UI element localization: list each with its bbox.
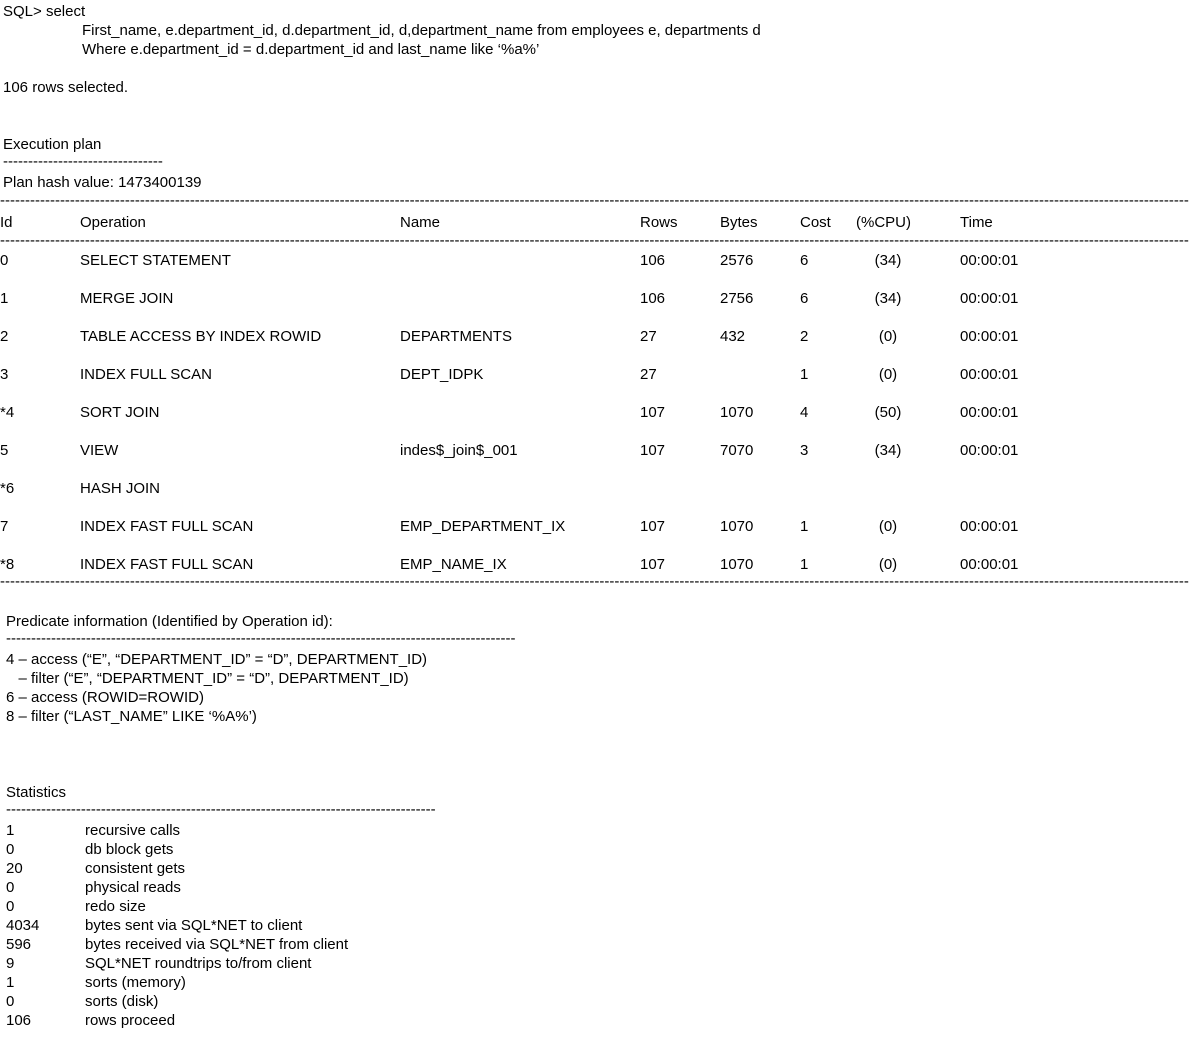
plan-cell-cost: 3 (800, 442, 809, 459)
statistics-label: db block gets (85, 841, 174, 858)
plan-cell-operation: MERGE JOIN (80, 290, 174, 307)
plan-cell-time: 00:00:01 (960, 252, 1019, 269)
plan-cell-name: DEPARTMENTS (400, 328, 512, 345)
predicate-line: 6 – access (ROWID=ROWID) (6, 689, 204, 706)
plan-cell-bytes: 1070 (720, 518, 754, 535)
plan-cell-time: 00:00:01 (960, 328, 1019, 345)
execution-plan-title: Execution plan (3, 136, 102, 153)
plan-cell-cpu: (34) (874, 290, 902, 307)
plan-cell-name: DEPT_IDPK (400, 366, 484, 383)
plan-table-top-rule: ---------------------------------------------------------------------------------------------------------------------------------------------------------------------------------------------------------------------------------------------- (0, 192, 1189, 209)
rows-selected-message: 106 rows selected. (3, 79, 129, 96)
plan-cell-time: 00:00:01 (960, 518, 1019, 535)
plan-cell-time: 00:00:01 (960, 442, 1019, 459)
statistics-rule: -------------------------------------------------------------------------------------- (6, 801, 436, 818)
predicate-line: 4 – access (“E”, “DEPARTMENT_ID” = “D”, DEPARTMENT_ID) (6, 651, 428, 668)
plan-cell-time: 00:00:01 (960, 404, 1019, 421)
plan-cell-cpu: (0) (878, 518, 898, 535)
plan-table-bottom-rule: ---------------------------------------------------------------------------------------------------------------------------------------------------------------------------------------------------------------------------------------------- (0, 573, 1189, 590)
plan-cell-name: indes$_join$_001 (400, 442, 518, 459)
predicate-info-title: Predicate information (Identified by Operation id): (6, 613, 333, 630)
statistics-value: 0 (6, 879, 15, 896)
statistics-label: SQL*NET roundtrips to/from client (85, 955, 312, 972)
statistics-label: bytes received via SQL*NET from client (85, 936, 349, 953)
sql-prompt-line: SQL> select (3, 3, 86, 20)
statistics-value: 0 (6, 898, 15, 915)
plan-cell-id: 5 (0, 442, 9, 459)
plan-header-rows: Rows (640, 214, 678, 231)
plan-cell-cpu: (0) (878, 328, 898, 345)
statistics-value: 20 (6, 860, 23, 877)
plan-cell-operation: TABLE ACCESS BY INDEX ROWID (80, 328, 322, 345)
plan-cell-id: 3 (0, 366, 9, 383)
plan-cell-id: *8 (0, 556, 15, 573)
plan-cell-rows: 27 (640, 366, 657, 383)
plan-cell-operation: HASH JOIN (80, 480, 161, 497)
statistics-label: sorts (disk) (85, 993, 159, 1010)
statistics-value: 0 (6, 993, 15, 1010)
plan-cell-cost: 2 (800, 328, 809, 345)
plan-cell-operation: INDEX FAST FULL SCAN (80, 556, 254, 573)
plan-cell-cost: 6 (800, 252, 809, 269)
sql-where-clause: Where e.department_id = d.department_id and last_name like ‘%a%’ (82, 41, 540, 58)
plan-header-bytes: Bytes (720, 214, 758, 231)
predicate-line: 8 – filter (“LAST_NAME” LIKE ‘%A%’) (6, 708, 257, 725)
plan-cell-operation: INDEX FULL SCAN (80, 366, 212, 383)
statistics-value: 1 (6, 822, 15, 839)
plan-header-id: Id (0, 214, 13, 231)
plan-cell-bytes: 7070 (720, 442, 754, 459)
statistics-value: 9 (6, 955, 15, 972)
plan-cell-operation: SORT JOIN (80, 404, 160, 421)
plan-cell-cost: 1 (800, 518, 809, 535)
plan-cell-rows: 107 (640, 404, 666, 421)
plan-header-cpu: (%CPU) (856, 214, 911, 231)
statistics-label: redo size (85, 898, 146, 915)
plan-header-time: Time (960, 214, 993, 231)
statistics-label: rows proceed (85, 1012, 176, 1029)
plan-cell-bytes: 1070 (720, 404, 754, 421)
plan-cell-cpu: (50) (874, 404, 902, 421)
plan-hash-value: Plan hash value: 1473400139 (3, 174, 202, 191)
plan-cell-name: EMP_NAME_IX (400, 556, 507, 573)
statistics-value: 1 (6, 974, 15, 991)
plan-cell-id: *6 (0, 480, 15, 497)
plan-cell-id: 2 (0, 328, 9, 345)
plan-cell-operation: SELECT STATEMENT (80, 252, 231, 269)
plan-cell-bytes: 2756 (720, 290, 754, 307)
plan-header-cost: Cost (800, 214, 831, 231)
plan-cell-cost: 1 (800, 556, 809, 573)
plan-cell-id: 1 (0, 290, 9, 307)
plan-cell-cpu: (0) (878, 556, 898, 573)
plan-header-rule: ---------------------------------------------------------------------------------------------------------------------------------------------------------------------------------------------------------------------------------------------- (0, 232, 1189, 249)
statistics-value: 106 (6, 1012, 32, 1029)
plan-cell-id: *4 (0, 404, 15, 421)
plan-cell-cost: 4 (800, 404, 809, 421)
plan-cell-operation: VIEW (80, 442, 119, 459)
statistics-label: bytes sent via SQL*NET to client (85, 917, 303, 934)
predicate-info-rule: ------------------------------------------------------------------------------------------------------ (6, 630, 516, 647)
plan-cell-bytes: 1070 (720, 556, 754, 573)
statistics-label: physical reads (85, 879, 181, 896)
plan-cell-cost: 1 (800, 366, 809, 383)
plan-cell-rows: 27 (640, 328, 657, 345)
plan-header-name: Name (400, 214, 441, 231)
execution-plan-rule: -------------------------------- (3, 153, 163, 170)
sql-select-list: First_name, e.department_id, d.department_id, d,department_name from employees e, departments d (82, 22, 761, 39)
statistics-label: sorts (memory) (85, 974, 186, 991)
plan-cell-cpu: (0) (878, 366, 898, 383)
plan-cell-rows: 107 (640, 442, 666, 459)
statistics-value: 596 (6, 936, 32, 953)
plan-cell-rows: 106 (640, 290, 666, 307)
plan-header-operation: Operation (80, 214, 146, 231)
plan-cell-id: 7 (0, 518, 9, 535)
plan-cell-bytes: 432 (720, 328, 746, 345)
predicate-line: – filter (“E”, “DEPARTMENT_ID” = “D”, DEPARTMENT_ID) (6, 670, 409, 687)
plan-cell-name: EMP_DEPARTMENT_IX (400, 518, 566, 535)
plan-cell-cpu: (34) (874, 442, 902, 459)
plan-cell-operation: INDEX FAST FULL SCAN (80, 518, 254, 535)
statistics-label: recursive calls (85, 822, 181, 839)
plan-cell-rows: 106 (640, 252, 666, 269)
plan-cell-rows: 107 (640, 518, 666, 535)
plan-cell-time: 00:00:01 (960, 556, 1019, 573)
statistics-value: 0 (6, 841, 15, 858)
plan-cell-time: 00:00:01 (960, 366, 1019, 383)
statistics-label: consistent gets (85, 860, 186, 877)
plan-cell-cost: 6 (800, 290, 809, 307)
statistics-title: Statistics (6, 784, 67, 801)
plan-cell-time: 00:00:01 (960, 290, 1019, 307)
statistics-value: 4034 (6, 917, 40, 934)
plan-cell-id: 0 (0, 252, 9, 269)
plan-cell-bytes: 2576 (720, 252, 754, 269)
plan-cell-cpu: (34) (874, 252, 902, 269)
plan-cell-rows: 107 (640, 556, 666, 573)
